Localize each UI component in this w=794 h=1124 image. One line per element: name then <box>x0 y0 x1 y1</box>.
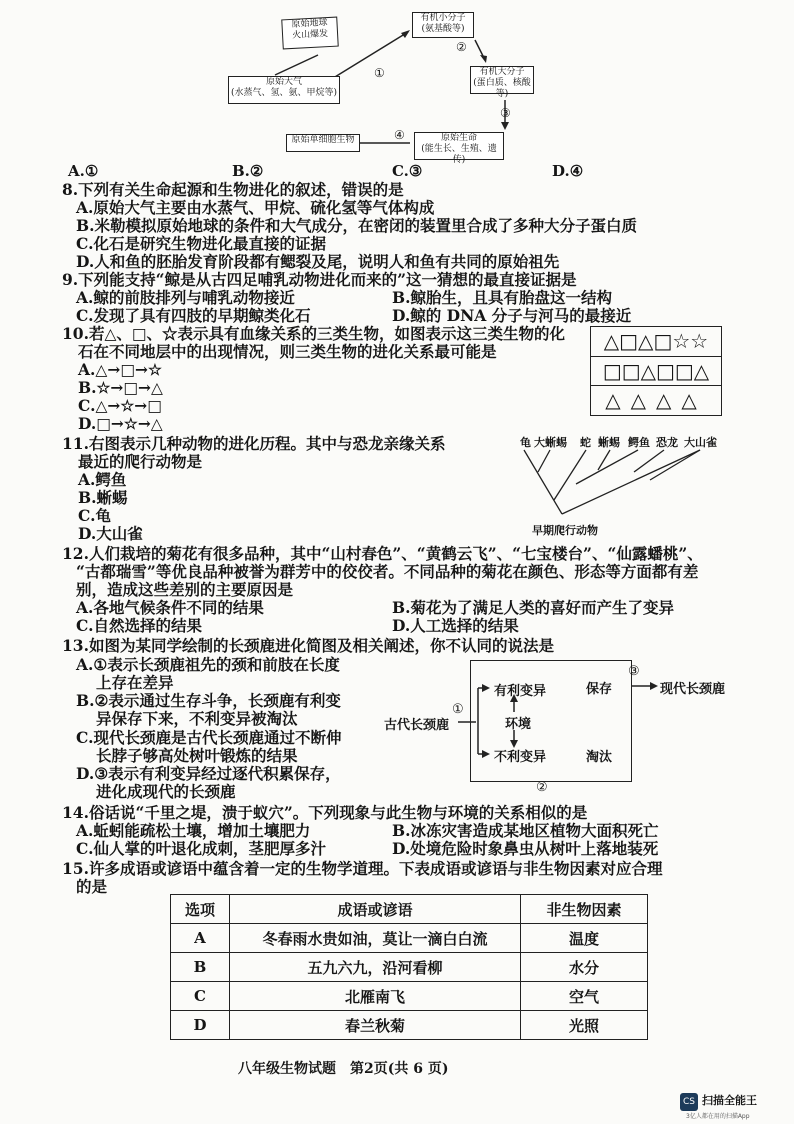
table-cell: 水分 <box>521 953 648 982</box>
q7-option-c[interactable]: C.③ <box>392 162 423 180</box>
q11-stem-1: 11.右图表示几种动物的进化历程。其中与恐龙亲缘关系 <box>62 434 446 453</box>
table-cell: B <box>171 953 230 982</box>
scanner-name: 扫描全能王 <box>702 1094 757 1107</box>
q12-option-a[interactable]: A.各地气候条件不同的结果 <box>76 598 264 617</box>
ancient-giraffe-label: 古代长颈鹿 <box>384 718 450 733</box>
q14-option-a[interactable]: A.蚯蚓能疏松土壤，增加土壤肥力 <box>76 821 311 840</box>
q15-stem-1: 15.许多成语或谚语中蕴含着一定的生物学道理。下表成语或谚语与非生物因素对应合理 <box>62 859 663 878</box>
step-1-label: ① <box>374 66 385 80</box>
table-cell: C <box>171 982 230 1011</box>
diagram-step-3: ③ <box>628 664 640 679</box>
q14-stem: 14.俗话说“千里之堤，溃于蚁穴”。下列现象与此生物与环境的关系相似的是 <box>62 803 588 822</box>
q11-option-b[interactable]: B.蜥蜴 <box>78 488 128 507</box>
step-4-label: ④ <box>394 128 405 142</box>
q13-option-c-1[interactable]: C.现代长颈鹿是古代长颈鹿通过不断伸 <box>76 728 342 747</box>
q10-option-b[interactable]: B.☆→□→△ <box>78 378 163 397</box>
q12-stem-1: 12.人们栽培的菊花有很多品种，其中“山村春色”、“黄鹤云飞”、“七宝楼台”、“仙露蟠桃”、 <box>62 544 703 563</box>
stratum-top: △□△□☆☆ <box>591 327 721 357</box>
diagram-step-2: ② <box>536 780 548 795</box>
q7-option-d[interactable]: D.④ <box>552 162 584 180</box>
q13-stem: 13.如图为某同学绘制的长颈鹿进化简图及相关阐述，你不认同的说法是 <box>62 636 554 655</box>
q9-option-c[interactable]: C.发现了具有四肢的早期鲸类化石 <box>76 306 311 325</box>
scanner-tagline: 3亿人都在用的扫描App <box>686 1113 750 1120</box>
stratum-middle: □□△□□△ <box>591 357 721 386</box>
page-footer: 八年级生物试题 第2页(共 6 页) <box>238 1061 449 1077</box>
q10-option-d[interactable]: D.□→☆→△ <box>78 414 163 433</box>
q13-option-d-1[interactable]: D.③表示有利变异经过逐代积累保存， <box>76 764 341 783</box>
q15-table <box>170 894 648 1040</box>
table-row[interactable] <box>171 1011 648 1040</box>
table-cell: D <box>171 1011 230 1040</box>
primitive-atmosphere-box: 原始大气 (水蒸气、氢、氨、甲烷等) <box>228 76 340 104</box>
single-cell-box: 原始单细胞生物 <box>286 134 360 152</box>
table-cell: 北雁南飞 <box>230 982 521 1011</box>
table-cell: 光照 <box>521 1011 648 1040</box>
q13-option-c-2: 长脖子够高处树叶锻炼的结果 <box>96 746 298 765</box>
q15-stem-2: 的是 <box>76 877 108 896</box>
q14-option-d[interactable]: D.处境危险时象鼻虫从树叶上落地装死 <box>392 839 659 858</box>
table-cell: 五九六九，沿河看柳 <box>230 953 521 982</box>
tree-label-lizard: 蜥蜴 <box>598 436 620 449</box>
evolution-tree <box>514 428 774 538</box>
q11-option-a[interactable]: A.鳄鱼 <box>78 470 127 489</box>
q8-option-d[interactable]: D.人和鱼的胚胎发育阶段都有鳃裂及尾，说明人和鱼有共同的原始祖先 <box>76 252 560 271</box>
q9-option-a[interactable]: A.鲸的前肢排列与哺乳动物接近 <box>76 288 295 307</box>
modern-giraffe-label: 现代长颈鹿 <box>660 682 726 697</box>
q12-stem-2: “古都瑞雪”等优良品种被誉为群芳中的佼佼者。不同品种的菊花在颜色、形态等方面都有差 <box>76 562 699 581</box>
q13-option-d-2: 进化成现代的长颈鹿 <box>96 782 236 801</box>
q9-option-d[interactable]: D.鲸的 DNA 分子与河马的最接近 <box>392 306 632 325</box>
q14-option-b[interactable]: B.冰冻灾害造成某地区植物大面积死亡 <box>392 821 659 840</box>
small-organic-box: 有机小分子 (氨基酸等) <box>412 12 474 38</box>
q9-option-b[interactable]: B.鲸胎生，且具有胎盘这一结构 <box>392 288 612 307</box>
q10-option-a[interactable]: A.△→□→☆ <box>78 360 162 379</box>
tree-label-tit: 大山雀 <box>684 436 717 449</box>
table-row[interactable] <box>171 982 648 1011</box>
environment-label: 环境 <box>505 717 532 732</box>
table-header: 选项 <box>171 895 230 924</box>
tree-label-crocodile: 鳄鱼 <box>628 436 650 449</box>
q10-stem-1: 10.若△、□、☆表示具有血缘关系的三类生物，如图表示这三类生物的化 <box>62 324 566 343</box>
favorable-variation-label: 有利变异 <box>494 684 547 699</box>
q13-option-a-2: 上存在差异 <box>96 673 174 692</box>
tree-label-turtle: 龟 <box>520 436 531 449</box>
q12-stem-3: 别，造成这些差别的主要原因是 <box>76 580 294 599</box>
q11-option-c[interactable]: C.龟 <box>78 506 111 525</box>
large-organic-box: 有机大分子 (蛋白质、核酸等) <box>470 66 534 94</box>
preserve-label: 保存 <box>586 682 613 697</box>
q12-option-c[interactable]: C.自然选择的结果 <box>76 616 202 635</box>
tree-label-big-lizard: 大蜥蜴 <box>534 436 567 449</box>
stratum-bottom: △△△△ <box>605 388 707 412</box>
tree-label-dinosaur: 恐龙 <box>656 436 678 449</box>
q12-option-b[interactable]: B.菊花为了满足人类的喜好而产生了变异 <box>392 598 674 617</box>
table-cell: 温度 <box>521 924 648 953</box>
primitive-life-box: 原始生命 (能生长、生殖、遗传) <box>414 132 504 160</box>
table-header: 非生物因素 <box>521 895 648 924</box>
q8-option-a[interactable]: A.原始大气主要由水蒸气、甲烷、硫化氢等气体构成 <box>76 198 435 217</box>
camscanner-logo-icon: CS <box>680 1093 698 1111</box>
q8-option-c[interactable]: C.化石是研究生物进化最直接的证据 <box>76 234 326 253</box>
tree-label-snake: 蛇 <box>580 436 591 449</box>
table-row[interactable] <box>171 924 648 953</box>
q13-option-b-1[interactable]: B.②表示通过生存斗争，长颈鹿有利变 <box>76 691 341 710</box>
q11-option-d[interactable]: D.大山雀 <box>78 524 143 543</box>
eliminate-label: 淘汰 <box>586 750 613 765</box>
q13-option-a-1[interactable]: A.①表示长颈鹿祖先的颈和前肢在长度 <box>76 655 340 674</box>
table-cell: A <box>171 924 230 953</box>
q8-stem: 8.下列有关生命起源和生物进化的叙述，错误的是 <box>62 180 404 199</box>
q7-option-a[interactable]: A.① <box>68 162 99 180</box>
q7-option-b[interactable]: B.② <box>232 162 264 180</box>
step-2-label: ② <box>456 40 467 54</box>
table-header-row <box>171 895 648 924</box>
table-header: 成语或谚语 <box>230 895 521 924</box>
q10-stem-2: 石在不同地层中的出现情况，则三类生物的进化关系最可能是 <box>78 342 497 361</box>
step-3-label: ③ <box>500 106 511 120</box>
q12-option-d[interactable]: D.人工选择的结果 <box>392 616 519 635</box>
q14-option-c[interactable]: C.仙人掌的叶退化成刺，茎肥厚多汁 <box>76 839 326 858</box>
table-cell: 空气 <box>521 982 648 1011</box>
q8-option-b[interactable]: B.米勒模拟原始地球的条件和大气成分，在密闭的装置里合成了多种大分子蛋白质 <box>76 216 637 235</box>
table-row[interactable] <box>171 953 648 982</box>
q9-stem: 9.下列能支持“鲸是从古四足哺乳动物进化而来的”这一猜想的最直接证据是 <box>62 270 577 289</box>
tree-root-label: 早期爬行动物 <box>532 524 598 537</box>
unfavorable-variation-label: 不利变异 <box>494 750 547 765</box>
q13-option-b-2: 异保存下来，不利变异被淘汰 <box>96 709 298 728</box>
q10-option-c[interactable]: C.△→☆→□ <box>78 396 162 415</box>
table-cell: 冬春雨水贵如油，莫让一滴白白流 <box>230 924 521 953</box>
volcano-box: 原始地球 火山爆发 <box>281 17 338 50</box>
q11-stem-2: 最近的爬行动物是 <box>78 452 203 471</box>
fossil-strata-figure <box>590 326 722 416</box>
diagram-step-1: ① <box>452 702 464 717</box>
table-cell: 春兰秋菊 <box>230 1011 521 1040</box>
